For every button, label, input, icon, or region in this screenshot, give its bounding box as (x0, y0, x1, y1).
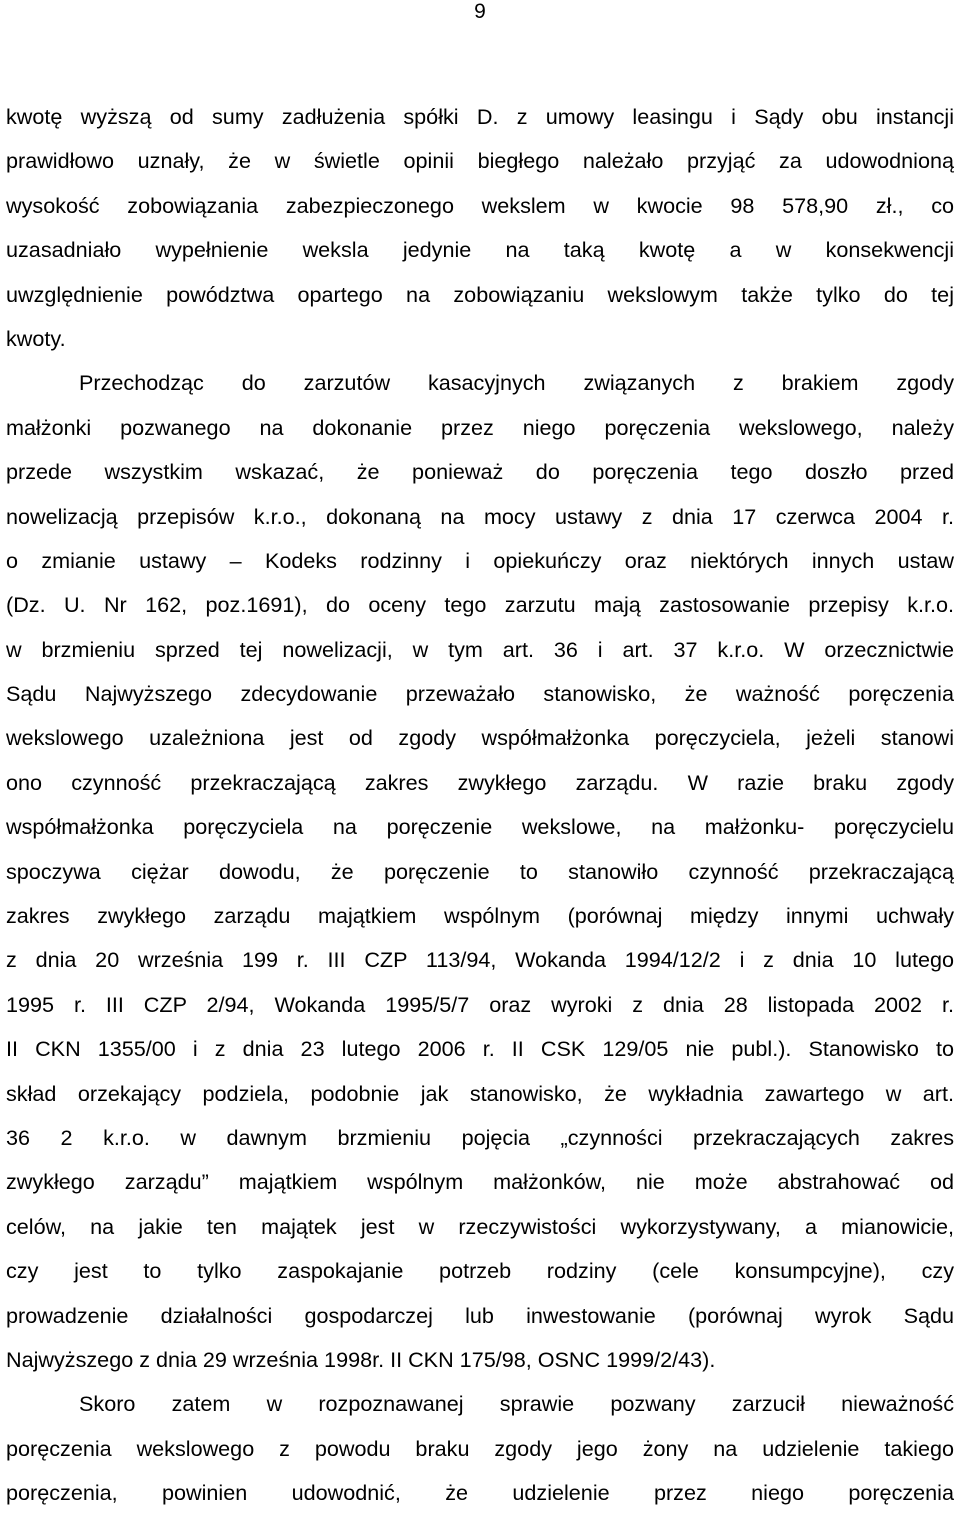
paragraph-line: małżonki pozwanego na dokonanie przez niego poręczenia wekslowego, należy (6, 414, 954, 440)
paragraph-line: z dnia 20 września 199 r. III CZP 113/94, Wokanda 1994/12/2 i z dnia 10 lutego (6, 947, 954, 973)
paragraph-line: współmałżonka poręczyciela na poręczenie wekslowe, na małżonku- poręczycielu (6, 814, 954, 840)
paragraph-3 (6, 1382, 954, 1515)
document-body (6, 95, 954, 1516)
paragraph-line: uzasadniało wypełnienie weksla jedynie na taką kwotę a w konsekwencji (6, 237, 954, 263)
paragraph-line: Sądu Najwyższego zdecydowanie przeważało stanowisko, że ważność poręczenia (6, 681, 954, 707)
paragraph-line: wekslowego uzależniona jest od zgody współmałżonka poręczyciela, jeżeli stanowi (6, 725, 954, 751)
paragraph-line: skład orzekający podziela, podobnie jak stanowisko, że wykładnia zawartego w art. (6, 1080, 954, 1106)
paragraph-line: poręczenia, powinien udowodnić, że udzielenie przez niego poręczenia (6, 1480, 954, 1506)
paragraph-line: przede wszystkim wskazać, że ponieważ do poręczenia tego doszło przed (6, 459, 954, 485)
paragraph-line: o zmianie ustawy – Kodeks rodzinny i opiekuńczy oraz niektórych innych ustaw (6, 547, 954, 573)
paragraph-line: celów, na jakie ten majątek jest w rzeczywistości wykorzystywany, a mianowicie, (6, 1213, 954, 1239)
paragraph-line: Przechodząc do zarzutów kasacyjnych związanych z brakiem zgody (79, 370, 954, 396)
paragraph-line: Najwyższego z dnia 29 września 1998r. II CKN 175/98, OSNC 1999/2/43). (6, 1346, 716, 1372)
paragraph-line: w brzmieniu sprzed tej nowelizacji, w tym art. 36 i art. 37 k.r.o. W orzecznictwie (6, 636, 954, 662)
page-number: 9 (474, 0, 486, 23)
paragraph-line: kwoty. (6, 325, 66, 351)
paragraph-line: zwykłego zarządu” majątkiem wspólnym małżonków, nie może abstrahować od (6, 1169, 954, 1195)
paragraph-line: prowadzenie działalności gospodarczej lub inwestowanie (porównaj wyrok Sądu (6, 1302, 954, 1328)
paragraph-2 (6, 361, 954, 1382)
paragraph-line: Skoro zatem w rozpoznawanej sprawie pozwany zarzucił nieważność (79, 1391, 954, 1417)
paragraph-line: prawidłowo uznały, że w świetle opinii biegłego należało przyjąć za udowodnioną (6, 148, 954, 174)
paragraph-line: kwotę wyższą od sumy zadłużenia spółki D. z umowy leasingu i Sądy obu instancji (6, 104, 954, 129)
paragraph-line: 36 2 k.r.o. w dawnym brzmieniu pojęcia „czynności przekraczających zakres (6, 1124, 954, 1150)
paragraph-line: nowelizacją przepisów k.r.o., dokonaną na mocy ustawy z dnia 17 czerwca 2004 r. (6, 503, 954, 529)
paragraph-line: 1995 r. III CZP 2/94, Wokanda 1995/5/7 oraz wyroki z dnia 28 listopada 2002 r. (6, 991, 954, 1017)
paragraph-line: (Dz. U. Nr 162, poz.1691), do oceny tego zarzutu mają zastosowanie przepisy k.r.o. (6, 592, 954, 618)
paragraph-line: ono czynność przekraczającą zakres zwykłego zarządu. W razie braku zgody (6, 769, 954, 795)
paragraph-line: spoczywa ciężar dowodu, że poręczenie to stanowiło czynność przekraczającą (6, 858, 954, 884)
paragraph-line: zakres zwykłego zarządu majątkiem wspólnym (porównaj między innymi uchwały (6, 903, 954, 929)
paragraph-line: poręczenia wekslowego z powodu braku zgody jego żony na udzielenie takiego (6, 1435, 954, 1461)
paragraph-line: wysokość zobowiązania zabezpieczonego wekslem w kwocie 98 578,90 zł., co (6, 192, 954, 218)
paragraph-1 (6, 95, 954, 361)
paragraph-line: czy jest to tylko zaspokajanie potrzeb rodziny (cele konsumpcyjne), czy (6, 1258, 954, 1284)
paragraph-line: uwzględnienie powództwa opartego na zobowiązaniu wekslowym także tylko do tej (6, 281, 954, 307)
paragraph-line: II CKN 1355/00 i z dnia 23 lutego 2006 r. II CSK 129/05 nie publ.). Stanowisko to (6, 1036, 954, 1062)
